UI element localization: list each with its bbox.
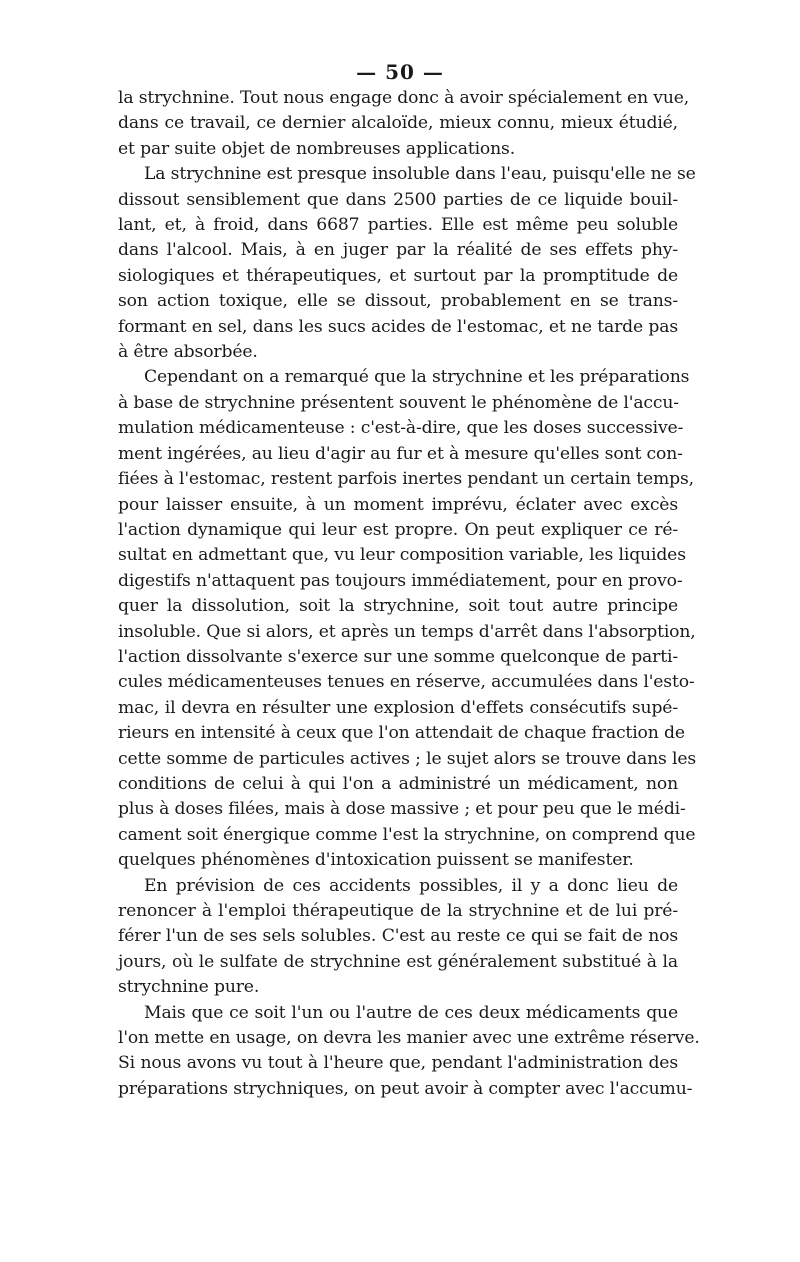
text-line: renoncer à l'emploi thérapeutique de la strychnine et de lui pré-: [118, 901, 678, 921]
body-text: [118, 86, 700, 1102]
text-line: dissout sensiblement que dans 2500 parties de ce liquide bouil-: [118, 189, 678, 210]
text-line: digestifs n'attaquent pas toujours immédiatement, pour en provo-: [118, 570, 683, 591]
text-line: mulation médicamenteuse : c'est-à-dire, que les doses successive-: [118, 418, 684, 439]
text-line: sultat en admettant que, vu leur composition variable, les liquides: [118, 545, 686, 566]
text-line: jours, où le sulfate de strychnine est généralement substitué à la: [118, 951, 678, 972]
text-line: Si nous avons vu tout à l'heure que, pendant l'administration des: [118, 1053, 678, 1074]
text-line: cette somme de particules actives ; le sujet alors se trouve dans les: [118, 748, 697, 769]
text-line: fiées à l'estomac, restent parfois inertes pendant un certain temps,: [118, 469, 694, 490]
text-line: quer la dissolution, soit la strychnine, soit tout autre principe: [118, 596, 678, 617]
text-line: dans l'alcool. Mais, à en juger par la réalité de ses effets phy-: [118, 240, 678, 261]
text-line: mac, il devra en résulter une explosion d'effets consécutifs supé-: [118, 697, 678, 718]
text-line: strychnine pure.: [118, 977, 260, 998]
text-line: son action toxique, elle se dissout, probablement en se trans-: [118, 291, 678, 312]
text-line: rieurs en intensité à ceux que l'on attendait de chaque fraction de: [118, 723, 685, 744]
text-line: pour laisser ensuite, à un moment imprévu, éclater avec excès: [118, 494, 678, 515]
text-line: la strychnine. Tout nous engage donc à avoir spécialement en vue,: [118, 88, 690, 108]
text-line: Mais que ce soit l'un ou l'autre de ces deux médicaments que: [144, 1002, 678, 1023]
text-line: conditions de celui à qui l'on a administré un médicament, non: [118, 773, 678, 794]
page-number: — 50 —: [356, 60, 444, 84]
text-line: Cependant on a remarqué que la strychnine et les préparations: [144, 367, 690, 388]
text-line: à être absorbée.: [118, 342, 258, 363]
text-line: insoluble. Que si alors, et après un temps d'arrêt dans l'absorption,: [118, 621, 696, 642]
text-line: La strychnine est presque insoluble dans l'eau, puisqu'elle ne se: [144, 164, 696, 185]
text-line: ment ingérées, au lieu d'agir au fur et à mesure qu'elles sont con-: [118, 443, 683, 464]
text-line: cament soit énergique comme l'est la strychnine, on comprend que: [118, 824, 696, 845]
text-line: plus à doses filées, mais à dose massive ; et pour peu que le médi-: [118, 799, 686, 820]
text-line: l'on mette en usage, on devra les manier avec une extrême réserve.: [118, 1028, 700, 1049]
text-line: cules médicamenteuses tenues en réserve, accumulées dans l'esto-: [118, 672, 695, 693]
text-line: siologiques et thérapeutiques, et surtout par la promptitude de: [118, 265, 678, 286]
text-line: préparations strychniques, on peut avoir à compter avec l'accumu-: [118, 1078, 693, 1099]
text-line: férer l'un de ses sels solubles. C'est au reste ce qui se fait de nos: [118, 926, 678, 947]
text-line: lant, et, à froid, dans 6687 parties. Elle est même peu soluble: [118, 215, 678, 236]
text-line: l'action dynamique qui leur est propre. On peut expliquer ce ré-: [118, 519, 678, 540]
text-line: En prévision de ces accidents possibles, il y a donc lieu de: [144, 875, 678, 896]
text-line: à base de strychnine présentent souvent le phénomène de l'accu-: [118, 392, 679, 413]
text-line: dans ce travail, ce dernier alcaloïde, mieux connu, mieux étudié,: [118, 113, 678, 134]
text-line: l'action dissolvante s'exerce sur une somme quelconque de parti-: [118, 646, 678, 667]
text-line: quelques phénomènes d'intoxication puissent se manifester.: [118, 850, 634, 871]
text-line: et par suite objet de nombreuses applications.: [118, 138, 516, 159]
text-line: formant en sel, dans les sucs acides de l'estomac, et ne tarde pas: [118, 316, 678, 337]
